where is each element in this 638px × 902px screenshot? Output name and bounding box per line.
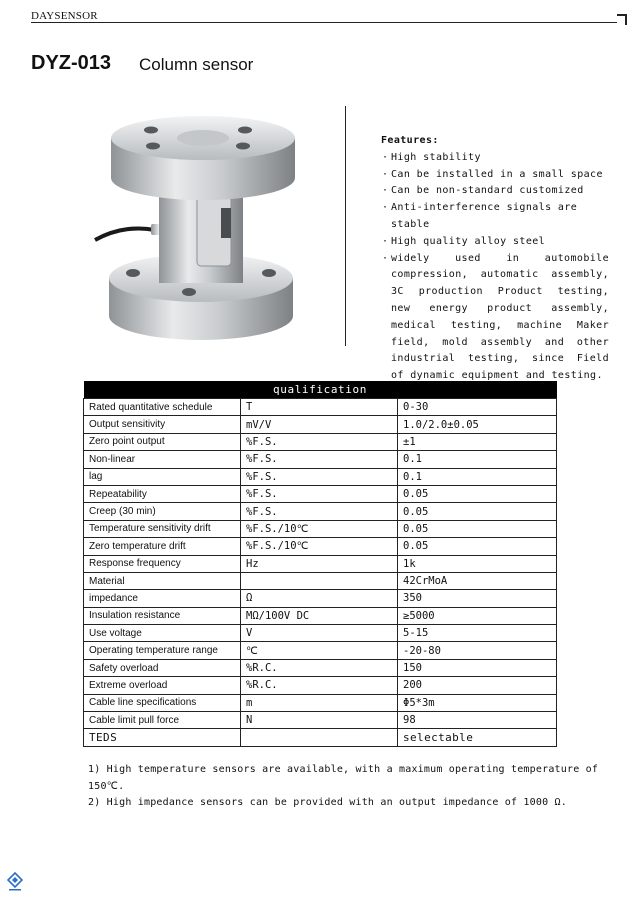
value-cell: 1k [398, 555, 557, 572]
param-cell: Rated quantitative schedule [84, 399, 241, 416]
unit-cell [241, 729, 398, 746]
value-cell: -20-80 [398, 642, 557, 659]
header-corner-mark [617, 14, 627, 25]
param-cell: TEDS [84, 729, 241, 746]
feature-item: · Can be installed in a small space [381, 167, 609, 184]
table-row [84, 642, 557, 659]
company-logo [7, 872, 23, 892]
product-photo [93, 108, 303, 348]
unit-cell: %F.S. [241, 468, 398, 485]
feature-item: · High quality alloy steel [381, 234, 609, 251]
divider-vertical [345, 106, 346, 346]
table-row [84, 729, 557, 746]
unit-cell: %F.S. [241, 485, 398, 502]
value-cell: 200 [398, 677, 557, 694]
product-name: Column sensor [139, 55, 254, 74]
table-row [84, 451, 557, 468]
product-model: DYZ-013 [31, 52, 112, 74]
table-row [84, 555, 557, 572]
param-cell: Cable line specifications [84, 694, 241, 711]
table-row [84, 625, 557, 642]
notes-block [88, 762, 638, 812]
table-row [84, 433, 557, 450]
spec-table-title: qualification [84, 381, 557, 399]
table-row [84, 538, 557, 555]
unit-cell: Hz [241, 555, 398, 572]
table-row [84, 503, 557, 520]
param-cell: Output sensitivity [84, 416, 241, 433]
unit-cell: mV/V [241, 416, 398, 433]
value-cell: 150 [398, 659, 557, 676]
header-rule [31, 22, 617, 23]
unit-cell: V [241, 625, 398, 642]
table-row [84, 485, 557, 502]
param-cell: Cable limit pull force [84, 712, 241, 729]
param-cell: impedance [84, 590, 241, 607]
unit-cell [241, 572, 398, 589]
features-heading: Features: [381, 135, 439, 146]
value-cell: 0.05 [398, 538, 557, 555]
unit-cell: MΩ/100V DC [241, 607, 398, 624]
param-cell: Extreme overload [84, 677, 241, 694]
unit-cell: %F.S. [241, 503, 398, 520]
feature-item: · High stability [381, 150, 609, 167]
header-brand: DAYSENSOR [31, 10, 98, 22]
table-row [84, 572, 557, 589]
value-cell: 0-30 [398, 399, 557, 416]
table-row [84, 399, 557, 416]
param-cell: lag [84, 468, 241, 485]
param-cell: Operating temperature range [84, 642, 241, 659]
table-row [84, 607, 557, 624]
unit-cell: %F.S. [241, 433, 398, 450]
unit-cell: T [241, 399, 398, 416]
param-cell: Use voltage [84, 625, 241, 642]
value-cell: 0.05 [398, 485, 557, 502]
feature-item: · Anti-interference signals are stable [381, 200, 609, 234]
table-row [84, 468, 557, 485]
unit-cell: %F.S. [241, 451, 398, 468]
param-cell: Creep (30 min) [84, 503, 241, 520]
value-cell: 0.1 [398, 468, 557, 485]
table-row [84, 590, 557, 607]
param-cell: Temperature sensitivity drift [84, 520, 241, 537]
value-cell: 5-15 [398, 625, 557, 642]
table-row [84, 520, 557, 537]
note-item: 1) High temperature sensors are available, with a maximum operating temperature of 150℃. [88, 764, 599, 792]
spec-table-header [84, 381, 557, 399]
value-cell: ≥5000 [398, 607, 557, 624]
feature-item: · widely used in automobile compression, automatic assembly, 3C production Product testing, new energy product assembly, medical testing, machine Maker field, mold assembly and other industrial testing, since Field of dynamic equipment and testing. [381, 251, 609, 385]
feature-item: · Can be non-standard customized [381, 183, 609, 200]
value-cell: 0.1 [398, 451, 557, 468]
table-row [84, 659, 557, 676]
param-cell: Safety overload [84, 659, 241, 676]
table-row [84, 694, 557, 711]
value-cell: selectable [398, 729, 557, 746]
unit-cell: %R.C. [241, 659, 398, 676]
param-cell: Non-linear [84, 451, 241, 468]
unit-cell: Ω [241, 590, 398, 607]
value-cell: 0.05 [398, 503, 557, 520]
param-cell: Zero temperature drift [84, 538, 241, 555]
value-cell: 350 [398, 590, 557, 607]
table-row [84, 677, 557, 694]
table-row [84, 416, 557, 433]
value-cell: 98 [398, 712, 557, 729]
value-cell: 0.05 [398, 520, 557, 537]
features-list [381, 150, 609, 385]
unit-cell: m [241, 694, 398, 711]
value-cell: ±1 [398, 433, 557, 450]
param-cell: Zero point output [84, 433, 241, 450]
unit-cell: %F.S./10℃ [241, 538, 398, 555]
features-block [381, 133, 609, 385]
param-cell: Response frequency [84, 555, 241, 572]
note-item: 2) High impedance sensors can be provided with an output impedance of 1000 Ω. [88, 797, 567, 808]
value-cell: 1.0/2.0±0.05 [398, 416, 557, 433]
unit-cell: ℃ [241, 642, 398, 659]
unit-cell: %R.C. [241, 677, 398, 694]
param-cell: Material [84, 572, 241, 589]
value-cell: Φ5*3m [398, 694, 557, 711]
table-row [84, 712, 557, 729]
unit-cell: N [241, 712, 398, 729]
param-cell: Repeatability [84, 485, 241, 502]
spec-table [83, 381, 557, 747]
unit-cell: %F.S./10℃ [241, 520, 398, 537]
value-cell: 42CrMoA [398, 572, 557, 589]
param-cell: Insulation resistance [84, 607, 241, 624]
